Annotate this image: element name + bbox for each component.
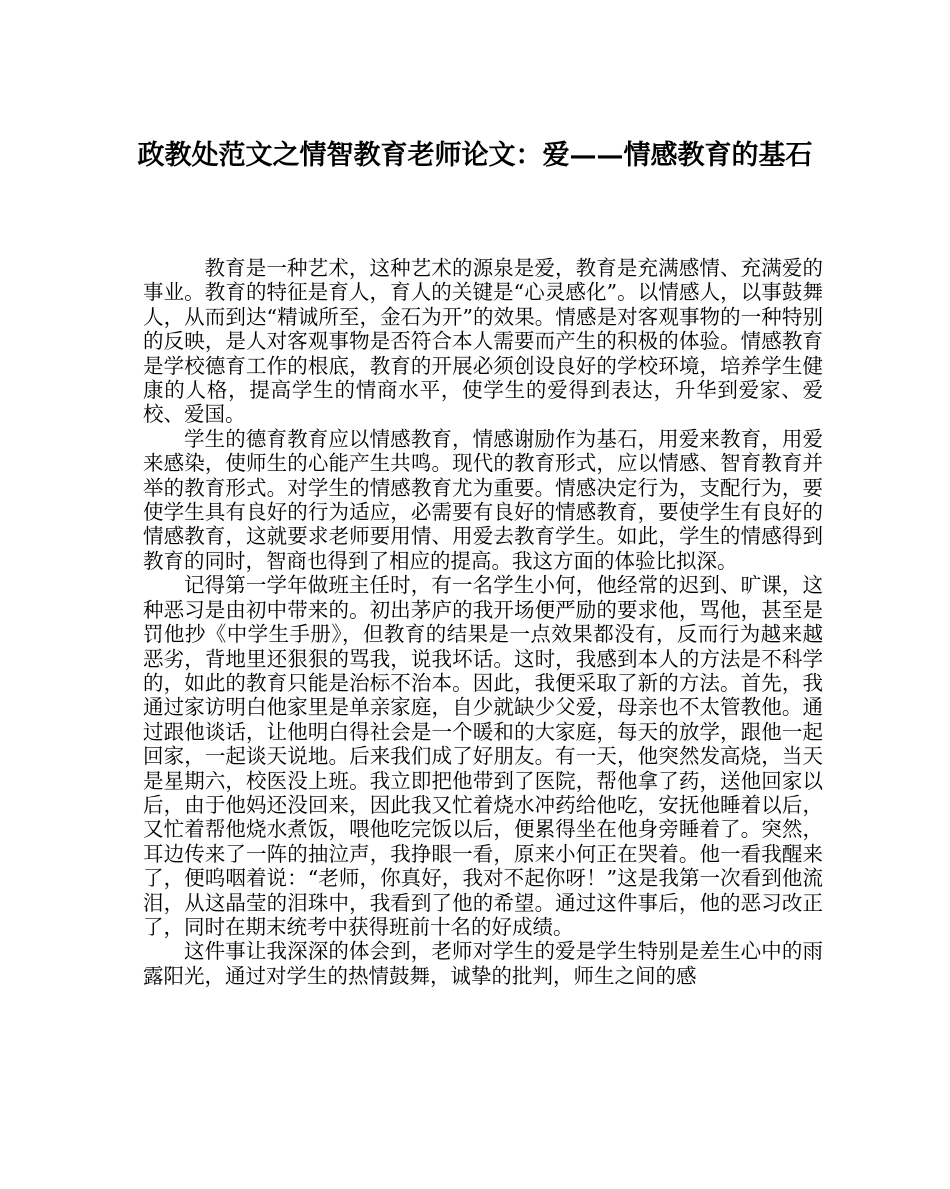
paragraph-1: 教育是一种艺术，这种艺术的源泉是爱，教育是充满感情、充满爱的事业。教育的特征是育人，育人的关键是“心灵感化”。以情感人，以事鼓舞人，从而到达“精诚所至，金石为开”的效果。情感是对客观事物的一种特别的反映，是人对客观事物是否符合本人需要而产生的积极的体验。情感教育是学校德育工作的根底，教育的开展必须创设良好的学校环境，培养学生健康的人格，提高学生的情商水平，使学生的爱得到表达，升华到爱家、爱校、爱国。: [143, 256, 823, 427]
paragraph-4: 这件事让我深深的体会到，老师对学生的爱是学生特别是差生心中的雨露阳光，通过对学生的热情鼓舞，诚挚的批判，师生之间的感: [143, 939, 823, 988]
paragraph-3: 记得第一学年做班主任时，有一名学生小何，他经常的迟到、旷课，这种恶习是由初中带来的。初出茅庐的我开场便严励的要求他，骂他，甚至是罚他抄《中学生手册》，但教育的结果是一点效果都没有，反而行为越来越恶劣，背地里还狠狠的骂我，说我坏话。这时，我感到本人的方法是不科学的，如此的教育只能是治标不治本。因此，我便采取了新的方法。首先，我通过家访明白他家里是单亲家庭，自少就缺少父爱，母亲也不太管教他。通过跟他谈话，让他明白得社会是一个暖和的大家庭，每天的放学，跟他一起回家，一起谈天说地。后来我们成了好朋友。有一天，他突然发高烧，当天是星期六，校医没上班。我立即把他带到了医院，帮他拿了药，送他回家以后，由于他妈还没回来，因此我又忙着烧水冲药给他吃，安抚他睡着以后，又忙着帮他烧水煮饭，喂他吃完饭以后，便累得坐在他身旁睡着了。突然，耳边传来了一阵的抽泣声，我挣眼一看，原来小何正在哭着。他一看我醒来了，便呜咽着说：“老师，你真好，我对不起你呀！”这是我第一次看到他流泪，从这晶莹的泪珠中，我看到了他的希望。通过这件事后，他的恶习改正了，同时在期末统考中获得班前十名的好成绩。: [143, 573, 823, 939]
document-body: [143, 256, 823, 988]
document-title: 政教处范文之情智教育老师论文：爱——情感教育的基石: [137, 140, 813, 171]
paragraph-2: 学生的德育教育应以情感教育，情感谢励作为基石，用爱来教育，用爱来感染，使师生的心能产生共鸣。现代的教育形式，应以情感、智育教育并举的教育形式。对学生的情感教育尤为重要。情感决定行为，支配行为，要使学生具有良好的行为适应，必需要有良好的情感教育，要使学生有良好的情感教育，这就要求老师要用情、用爱去教育学生。如此，学生的情感得到教育的同时，智商也得到了相应的提高。我这方面的体验比拟深。: [143, 426, 823, 573]
